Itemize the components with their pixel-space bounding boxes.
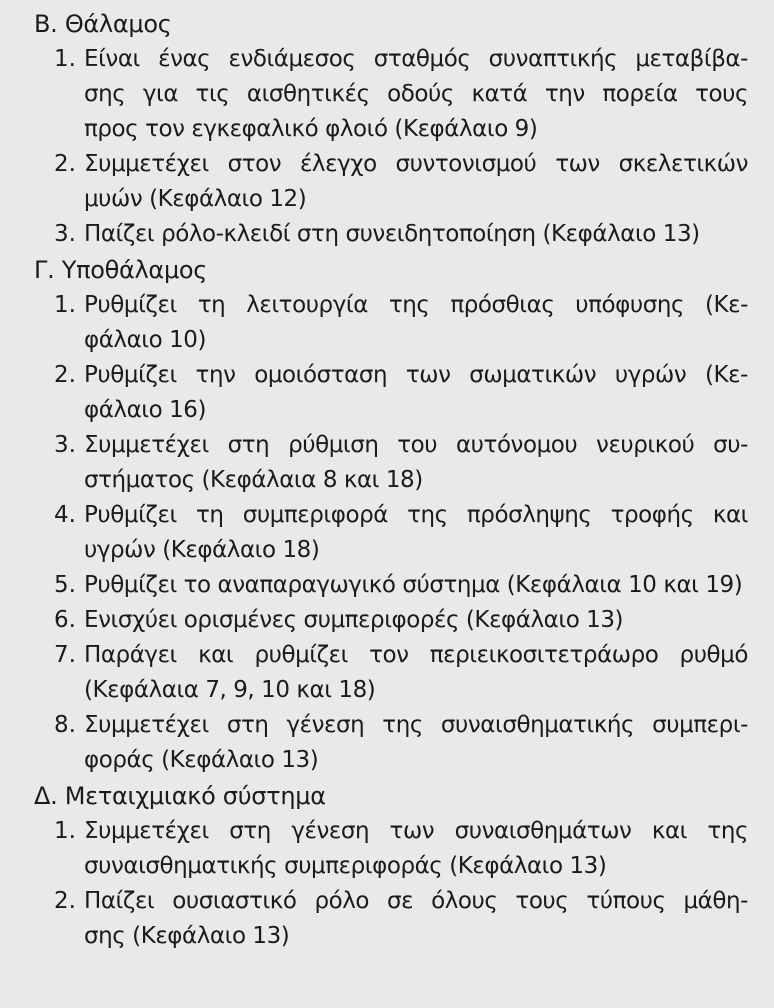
numbered-list [34,814,748,954]
item-text-line: Ενισχύει ορισμένες συμπεριφορές (Κεφάλαιο 13) [84,607,624,633]
item-text-line: Ρυθμίζει τη συμπεριφορά της πρόσληψης τροφής και [84,502,748,528]
item-number: 2. [54,362,76,388]
item-number: 2. [54,888,76,914]
item-text-line: φάλαιο 16) [84,397,207,423]
list-item [34,428,748,498]
item-text-line: Συμμετέχει στον έλεγχο συντονισμού των σκελετικών [84,151,748,177]
item-text-line: συναισθηματικής συμπεριφοράς (Κεφάλαιο 13) [84,853,607,879]
item-text-line: Ρυθμίζει τη λειτουργία της πρόσθιας υπόφυσης (Κε- [84,292,748,318]
item-text-line: Ρυθμίζει την ομοιόσταση των σωματικών υγρών (Κε- [84,362,748,388]
section-heading: Β. Θάλαμος [34,10,172,38]
list-item [34,288,748,358]
item-text-line: Παίζει ουσιαστικό ρόλο σε όλους τους τύπους μάθη- [84,888,748,914]
list-item [34,568,748,603]
section-heading: Δ. Μεταιχμιακό σύστημα [34,782,326,810]
list-item [34,498,748,568]
item-number: 1. [54,818,76,844]
item-text-line: Είναι ένας ενδιάμεσος σταθμός συναπτικής μεταβίβα- [84,46,748,72]
numbered-list [34,288,748,778]
item-text-line: Συμμετέχει στη ρύθμιση του αυτόνομου νευρικού συ- [84,432,748,458]
item-number: 1. [54,292,76,318]
item-number: 3. [54,432,76,458]
item-text-line: μυών (Κεφάλαιο 12) [84,186,307,212]
list-item [34,42,748,147]
item-text-line: σης (Κεφάλαιο 13) [84,923,290,949]
list-item [34,603,748,638]
list-item [34,147,748,217]
list-item [34,708,748,778]
item-text-line: προς τον εγκεφαλικό φλοιό (Κεφάλαιο 9) [84,116,538,142]
item-text-line: σης για τις αισθητικές οδούς κατά την πορεία τους [84,81,748,107]
item-text-line: φάλαιο 10) [84,327,207,353]
item-number: 3. [54,221,76,247]
section [34,6,748,252]
item-text-line: Παίζει ρόλο-κλειδί στη συνειδητοποίηση (Κεφάλαιο 13) [84,221,700,247]
list-item [34,884,748,954]
item-text-line: φοράς (Κεφάλαιο 13) [84,747,319,773]
section [34,252,748,778]
item-text-line: υγρών (Κεφάλαιο 18) [84,537,320,563]
numbered-list [34,42,748,252]
item-number: 1. [54,46,76,72]
item-number: 4. [54,502,76,528]
item-text-line: (Κεφάλαια 7, 9, 10 και 18) [84,677,376,703]
item-text-line: Συμμετέχει στη γένεση των συναισθημάτων και της [84,818,748,844]
item-number: 2. [54,151,76,177]
item-number: 5. [54,572,76,598]
item-text-line: Ρυθμίζει το αναπαραγωγικό σύστημα (Κεφάλαια 10 και 19) [84,572,743,598]
list-item [34,358,748,428]
section [34,778,748,954]
list-item [34,217,748,252]
item-number: 7. [54,642,76,668]
item-number: 6. [54,607,76,633]
item-text-line: Παράγει και ρυθμίζει τον περιεικοσιτετράωρο ρυθμό [84,642,748,668]
list-item [34,814,748,884]
item-text-line: στήματος (Κεφάλαια 8 και 18) [84,467,423,493]
item-text-line: Συμμετέχει στη γένεση της συναισθηματικής συμπερι- [84,712,748,738]
list-item [34,638,748,708]
section-heading: Γ. Υποθάλαμος [34,256,208,284]
item-number: 8. [54,712,76,738]
